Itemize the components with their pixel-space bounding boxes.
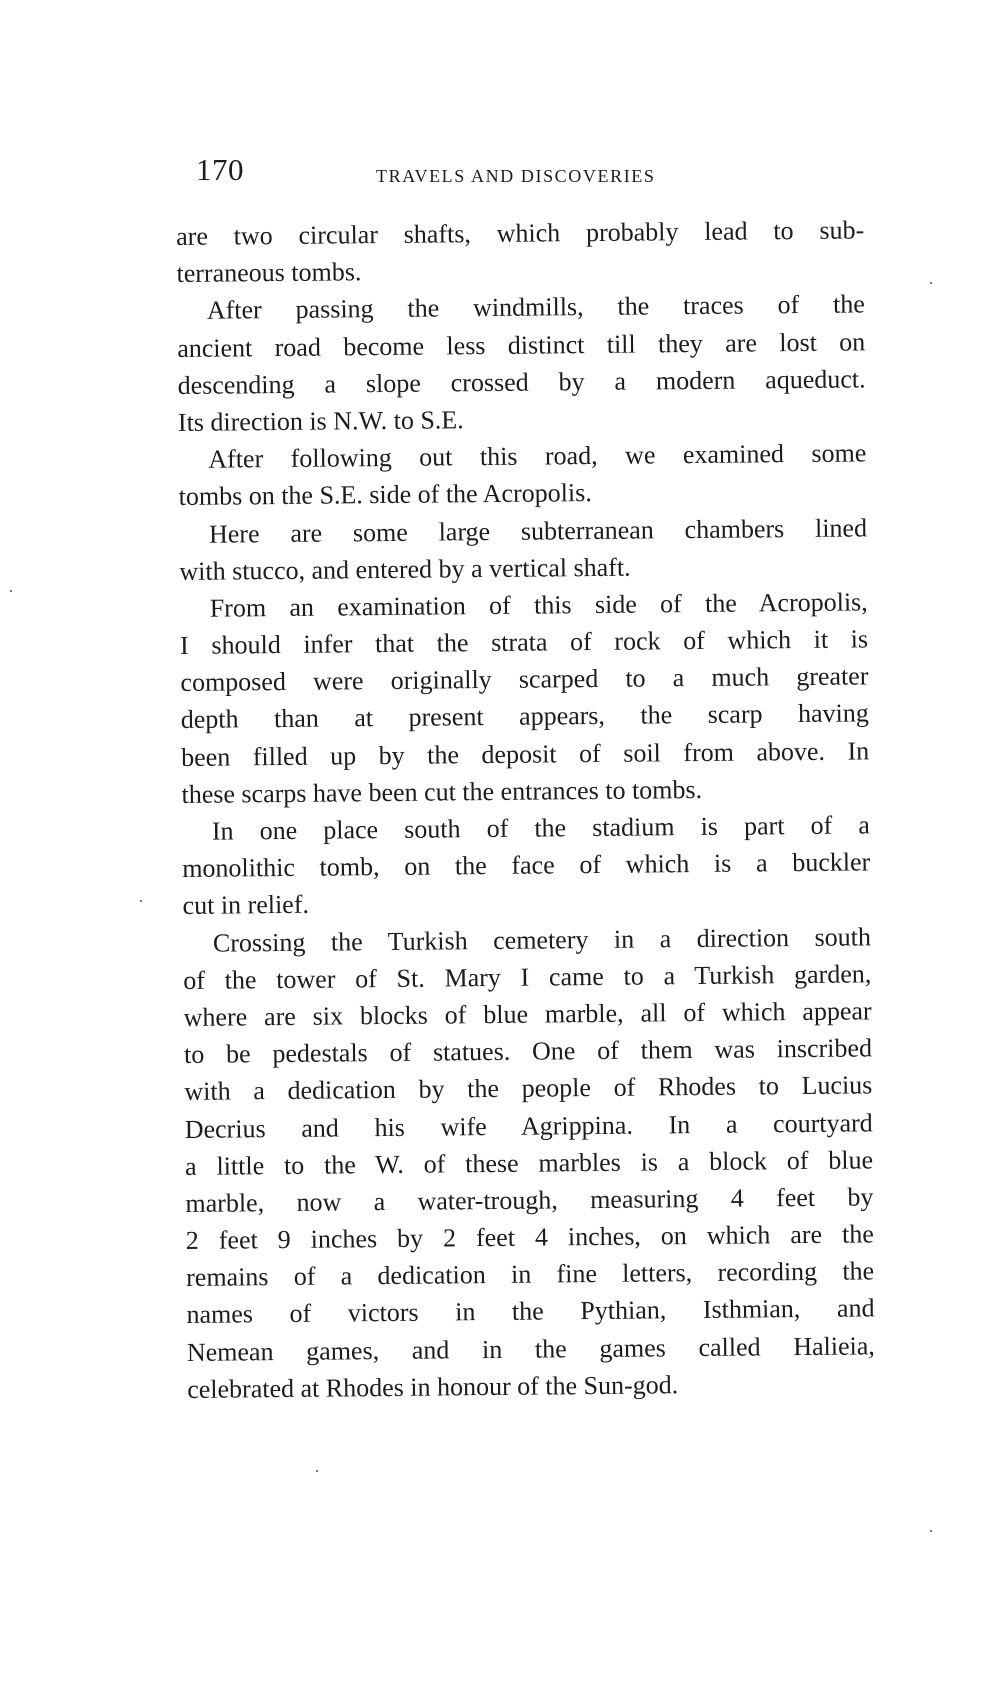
text-line: marble, now a water-trough, measuring 4 feet by	[185, 1182, 874, 1218]
scan-speck	[140, 900, 142, 902]
text-line: been filled up by the deposit of soil from above. In	[181, 735, 870, 772]
text-line: names of victors in the Pythian, Isthmian, and	[186, 1293, 875, 1330]
text-line: remains of a dedication in fine letters, recording the	[186, 1256, 875, 1293]
text-line: with a dedication by the people of Rhodes to Lucius	[184, 1070, 873, 1107]
scan-speck	[316, 1470, 318, 1472]
page-header	[196, 152, 696, 192]
text-line: From an examination of this side of the Acropolis,	[209, 587, 868, 623]
text-line: ancient road become less distinct till they are lost on	[177, 326, 866, 363]
text-line: descending a slope crossed by a modern aqueduct.	[177, 364, 866, 400]
text-line: terraneous tombs.	[176, 257, 362, 289]
body-text	[176, 211, 875, 1408]
text-line: composed were originally scarped to a much greater	[180, 661, 869, 698]
text-line: these scarps have been cut the entrances to tombs.	[181, 774, 703, 809]
text-line: Here are some large subterranean chambers lined	[208, 512, 868, 549]
scan-speck	[930, 282, 932, 284]
text-line: celebrated at Rhodes in honour of the Sun-god.	[187, 1370, 679, 1404]
text-line: of the tower of St. Mary I came to a Turkish garden,	[183, 959, 872, 995]
scan-speck	[10, 590, 12, 592]
text-line: with stucco, and entered by a vertical shaft.	[179, 552, 631, 586]
text-line: In one place south of the stadium is part of a	[211, 810, 870, 846]
page-number: 170	[196, 152, 244, 187]
text-line: Its direction is N.W. to S.E.	[177, 405, 464, 437]
text-line: are two circular shafts, which probably lead to sub-	[176, 215, 865, 251]
running-head: TRAVELS AND DISCOVERIES	[376, 166, 656, 186]
text-line: Decrius and his wife Agrippina. In a courtyard	[184, 1107, 873, 1144]
text-line: depth than at present appears, the scarp having	[180, 698, 869, 735]
text-line: cut in relief.	[182, 890, 310, 921]
text-line: where are six blocks of blue marble, all of which appear	[183, 996, 872, 1032]
text-line: to be pedestals of statues. One of them was inscribed	[183, 1033, 873, 1070]
text-line: I should infer that the strata of rock of which it is	[179, 624, 869, 661]
text-line: tombs on the S.E. side of the Acropolis.	[178, 478, 592, 512]
scan-speck	[930, 1530, 932, 1532]
text-line: monolithic tomb, on the face of which is a buckler	[182, 847, 871, 884]
text-line: After passing the windmills, the traces of the	[206, 289, 865, 326]
text-line: After following out this road, we examined some	[208, 438, 867, 474]
text-line: a little to the W. of these marbles is a block of blue	[184, 1145, 874, 1181]
text-line: 2 feet 9 inches by 2 feet 4 inches, on which are the	[185, 1219, 874, 1256]
text-line: Nemean games, and in the games called Halieia,	[186, 1330, 875, 1367]
text-line: Crossing the Turkish cemetery in a direction south	[212, 921, 872, 958]
